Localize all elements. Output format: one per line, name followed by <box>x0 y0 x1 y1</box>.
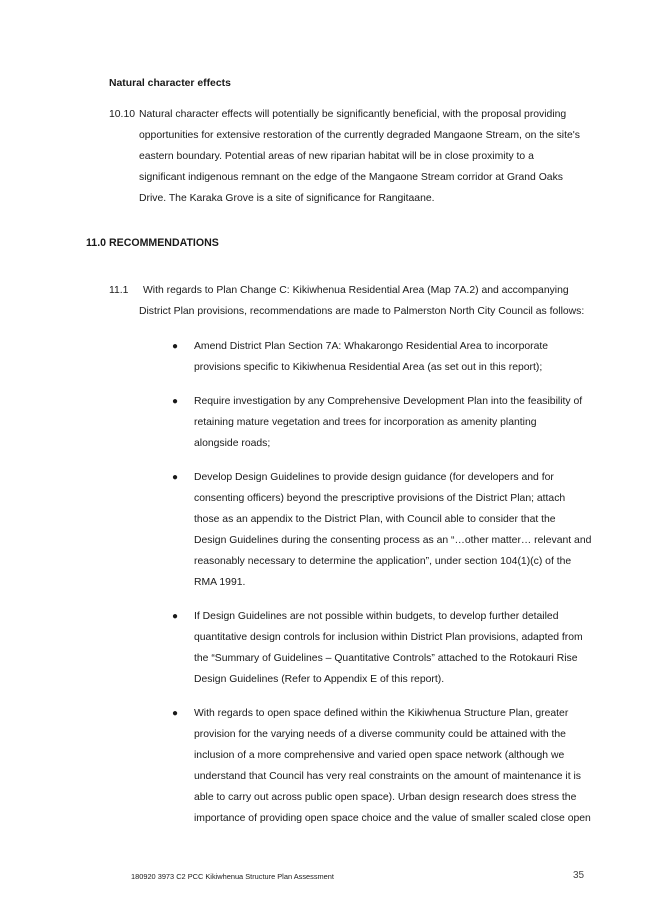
paragraph-number: 11.1 <box>109 285 129 296</box>
paragraph-line: significant indigenous remnant on the edge of the Mangaone Stream corridor at Grand Oaks <box>139 172 563 183</box>
bullet-line: Require investigation by any Comprehensive Development Plan into the feasibility of <box>194 396 583 407</box>
bullet-line: the “Summary of Guidelines – Quantitative Controls” attached to the Rotokauri Rise <box>194 653 578 664</box>
page-number: 35 <box>573 870 585 881</box>
paragraph-10-10 <box>109 104 599 209</box>
bullet-icon: ● <box>172 472 179 483</box>
recommendation-bullet <box>172 336 602 378</box>
bullet-line: reasonably necessary to determine the application”, under section 104(1)(c) of the <box>194 556 572 567</box>
bullet-line: quantitative design controls for inclusion within District Plan provisions, adapted from <box>194 632 583 643</box>
recommendations-heading: 11.0 RECOMMENDATIONS <box>86 237 219 249</box>
bullet-line: Design Guidelines (Refer to Appendix E of this report). <box>194 674 445 685</box>
bullet-line: understand that Council has very real constraints on the amount of maintenance it is <box>194 771 581 782</box>
bullet-line: Amend District Plan Section 7A: Whakarongo Residential Area to incorporate <box>194 341 549 352</box>
bullet-icon: ● <box>172 611 179 622</box>
paragraph-11-1 <box>109 280 599 322</box>
bullet-line: Design Guidelines during the consenting process as an “…other matter… relevant and <box>194 535 592 546</box>
bullet-line: importance of providing open space choice and the value of smaller scaled close open <box>194 813 591 824</box>
paragraph-line: Natural character effects will potentially be significantly beneficial, with the proposal providing <box>139 109 567 120</box>
bullet-line: alongside roads; <box>194 438 271 449</box>
bullet-icon: ● <box>172 396 179 407</box>
paragraph-line: With regards to Plan Change C: Kikiwhenua Residential Area (Map 7A.2) and accompanying <box>143 285 569 296</box>
bullet-line: retaining mature vegetation and trees for incorporation as amenity planting <box>194 417 537 428</box>
bullet-line: consenting officers) beyond the prescriptive provisions of the District Plan; attach <box>194 493 566 504</box>
bullet-line: RMA 1991. <box>194 577 246 588</box>
bullet-line: inclusion of a more comprehensive and varied open space network (although we <box>194 750 565 761</box>
bullet-line: provision for the varying needs of a diverse community could be attained with the <box>194 729 566 740</box>
bullet-line: If Design Guidelines are not possible within budgets, to develop further detailed <box>194 611 559 622</box>
recommendation-bullet <box>172 467 602 593</box>
bullet-line: With regards to open space defined within the Kikiwhenua Structure Plan, greater <box>194 708 569 719</box>
bullet-line: provisions specific to Kikiwhenua Residential Area (as set out in this report); <box>194 362 543 373</box>
bullet-icon: ● <box>172 341 179 352</box>
footer-document-reference: 180920 3973 C2 PCC Kikiwhenua Structure Plan Assessment <box>131 872 334 881</box>
paragraph-line: Drive. The Karaka Grove is a site of significance for Rangitaane. <box>139 193 435 204</box>
natural-character-heading: Natural character effects <box>109 78 231 89</box>
bullet-line: Develop Design Guidelines to provide design guidance (for developers and for <box>194 472 554 483</box>
bullet-line: those as an appendix to the District Plan, with Council able to consider that the <box>194 514 556 525</box>
bullet-icon: ● <box>172 708 179 719</box>
paragraph-number: 10.10 <box>109 109 136 120</box>
recommendation-bullet <box>172 606 602 690</box>
paragraph-line: eastern boundary. Potential areas of new riparian habitat will be in close proximity to a <box>139 151 534 162</box>
bullet-line: able to carry out across public open space). Urban design research does stress the <box>194 792 577 803</box>
paragraph-line: opportunities for extensive restoration of the currently degraded Mangaone Stream, on the site's <box>139 130 580 141</box>
recommendation-bullet <box>172 391 602 454</box>
recommendation-bullet <box>172 703 602 829</box>
paragraph-line: District Plan provisions, recommendations are made to Palmerston North City Council as follows: <box>139 306 585 317</box>
